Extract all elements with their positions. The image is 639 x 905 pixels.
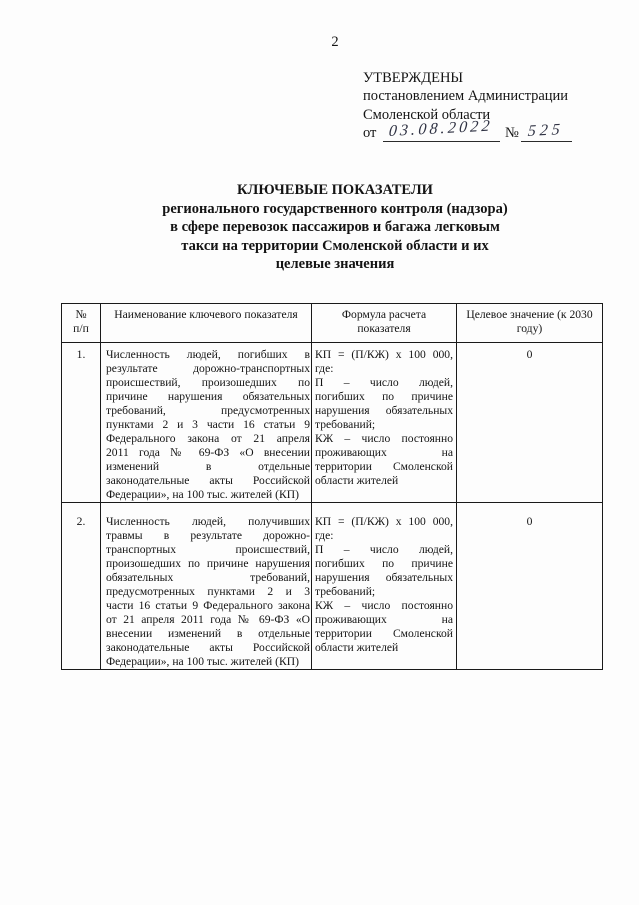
formula-line: П – число людей,	[315, 376, 453, 389]
formula-line: нарушения обязательных	[315, 404, 453, 417]
header-formula-line: Формула расчета	[341, 308, 427, 321]
formula-line: территории Смоленской	[315, 627, 453, 640]
target-value-cell	[457, 503, 603, 670]
row-number: 1.	[76, 348, 86, 361]
formula-line: области жителей	[315, 641, 399, 654]
title-heading: КЛЮЧЕВЫЕ ПОКАЗАТЕЛИ	[237, 182, 433, 198]
indicator-name-line: 2011 года № 69-ФЗ «О внесении	[106, 446, 310, 459]
formula-line: КЖ – число постоянно	[315, 599, 453, 612]
formula-line: требований;	[315, 585, 376, 598]
table-row	[62, 343, 603, 503]
indicator-name-line: изменений в отдельные	[106, 460, 310, 473]
header-name-cell	[101, 304, 312, 343]
indicator-name-line: законодательные акты Российской	[106, 474, 310, 487]
target-value-cell	[457, 343, 603, 503]
formula-line: П – число людей,	[315, 543, 453, 556]
formula-line: КЖ – число постоянно	[315, 432, 453, 445]
header-formula-cell	[312, 304, 457, 343]
header-target-cell	[457, 304, 603, 343]
target-value: 0	[526, 348, 533, 361]
header-number-line: п/п	[73, 322, 89, 335]
formula-line: где:	[315, 362, 334, 375]
formula-line: нарушения обязательных	[315, 571, 453, 584]
title-subtitle-line: целевые значения	[275, 256, 395, 272]
header-formula-line: показателя	[357, 322, 411, 335]
header-number-line: №	[75, 308, 87, 321]
formula-line: погибших по причине	[315, 390, 453, 403]
header-target-line: году)	[516, 322, 543, 335]
formula-line: требований;	[315, 418, 376, 431]
indicator-name-line: законодательные акты Российской	[106, 641, 310, 654]
indicator-name-line: результате дорожно-транспортных	[106, 362, 310, 375]
indicator-name-line: обязательных требований,	[106, 571, 310, 584]
handwritten-number: 525	[527, 120, 565, 140]
row-number-cell	[62, 343, 101, 503]
formula-line: КП = (П/КЖ) х 100 000,	[315, 515, 453, 528]
indicator-name-cell	[101, 343, 312, 503]
indicator-name-line: Федерации», на 100 тыс. жителей (КП)	[106, 488, 299, 501]
title-subtitle-line: в сфере перевозок пассажиров и багажа легковым	[170, 219, 500, 235]
indicator-name-line: причине нарушения обязательных	[106, 390, 310, 403]
formula-line: проживающих на	[315, 613, 453, 626]
formula-line: проживающих на	[315, 446, 453, 459]
indicator-name-line: Численность людей, погибших в	[106, 348, 310, 361]
indicator-name-line: от 21 апреля 2011 года № 69-ФЗ «О	[106, 613, 310, 626]
document-title	[110, 181, 560, 274]
header-number-cell	[62, 304, 101, 343]
formula-line: территории Смоленской	[315, 460, 453, 473]
approval-block	[363, 69, 623, 142]
indicator-name-line: транспортных происшествий,	[106, 543, 310, 556]
title-subtitle-line: регионального государственного контроля (надзора)	[162, 200, 508, 217]
target-value: 0	[526, 515, 533, 528]
formula-cell	[312, 343, 457, 503]
title-subtitle-line: такси на территории Смоленской области и их	[181, 237, 489, 254]
number-sign: №	[505, 124, 519, 141]
number-field	[521, 120, 572, 142]
approval-title: УТВЕРЖДЕНЫ	[363, 70, 464, 86]
approval-issuer-line: постановлением Администрации	[363, 88, 569, 105]
indicator-name-line: требований, предусмотренных	[106, 404, 310, 417]
indicator-name-line: Федерации», на 100 тыс. жителей (КП)	[106, 655, 299, 668]
date-field	[383, 117, 500, 142]
table-header-row	[62, 304, 603, 343]
indicator-name-line: предусмотренных пунктами 2 и 3	[106, 585, 310, 598]
date-prefix: от	[363, 124, 377, 141]
approval-date-line	[363, 117, 623, 142]
header-name-line: Наименование ключевого показателя	[114, 308, 298, 321]
table-row	[62, 503, 603, 670]
formula-line: области жителей	[315, 474, 399, 487]
formula-line: где:	[315, 529, 334, 542]
indicator-name-line: произошедших по причине нарушения	[106, 557, 310, 570]
handwritten-date: 03.08.2022	[388, 117, 494, 140]
indicator-name-line: происшествий, произошедших по	[106, 376, 310, 389]
row-number-cell	[62, 503, 101, 670]
approval-issuer-line: Смоленской области	[363, 106, 491, 123]
formula-line: КП = (П/КЖ) х 100 000,	[315, 348, 453, 361]
indicator-name-line: внесении изменений в отдельные	[106, 627, 310, 640]
kpi-table	[61, 303, 603, 670]
row-number: 2.	[76, 515, 86, 528]
indicator-name-line: травмы в результате дорожно-	[106, 529, 310, 542]
formula-cell	[312, 503, 457, 670]
indicator-name-line: части 16 статьи 9 Федерального закона	[106, 599, 310, 612]
indicator-name-line: Численность людей, получивших	[106, 515, 310, 528]
indicator-name-cell	[101, 503, 312, 670]
page-number: 2	[331, 34, 339, 50]
header-target-line: Целевое значение (к 2030	[466, 308, 593, 321]
indicator-name-line: Федерального закона от 21 апреля	[106, 432, 310, 445]
formula-line: погибших по причине	[315, 557, 453, 570]
indicator-name-line: пунктами 2 и 3 части 16 статьи 9	[106, 418, 310, 431]
